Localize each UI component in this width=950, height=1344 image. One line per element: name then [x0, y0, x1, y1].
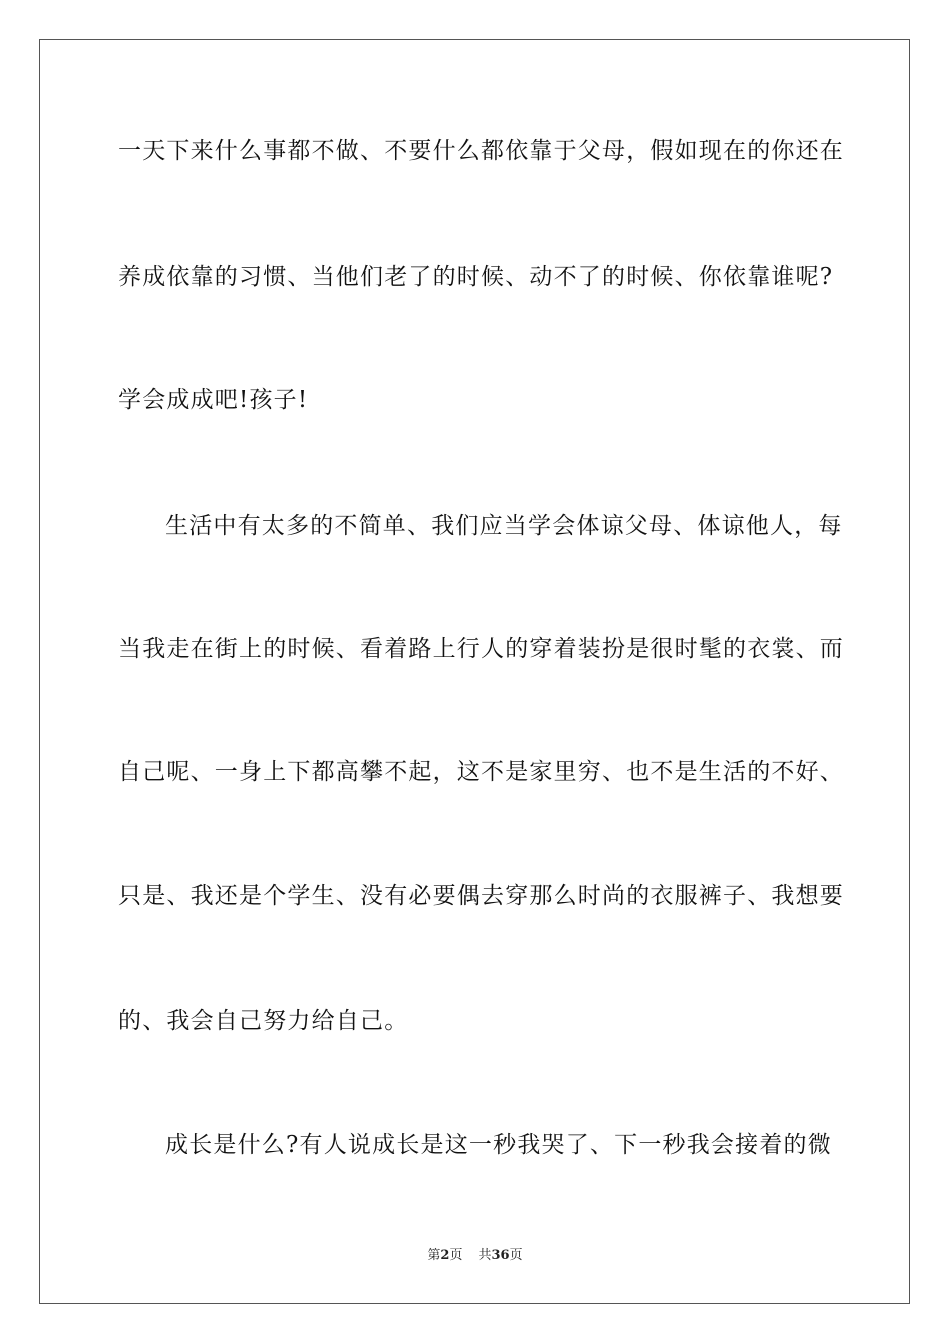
page-suffix: 页: [449, 1248, 463, 1263]
page-border: [39, 39, 910, 1304]
page-footer: [0, 1247, 950, 1265]
text-line: 只是、我还是个学生、没有必要偶去穿那么时尚的衣服裤子、我想要: [118, 883, 844, 909]
text-line: 成长是什么?有人说成长是这一秒我哭了、下一秒我会接着的微: [165, 1132, 832, 1158]
text-line: 当我走在街上的时候、看着路上行人的穿着装扮是很时髦的衣裳、而: [118, 636, 844, 662]
text-line: 自己呢、一身上下都高攀不起，这不是家里穷、也不是生活的不好、: [118, 759, 844, 785]
total-suffix: 页: [509, 1248, 523, 1263]
page-number: 2: [440, 1248, 450, 1263]
page-prefix: 第: [427, 1248, 441, 1263]
text-line: 生活中有太多的不简单、我们应当学会体谅父母、体谅他人，每: [165, 513, 843, 539]
text-line: 一天下来什么事都不做、不要什么都依靠于父母，假如现在的你还在: [118, 138, 844, 164]
total-prefix: 共: [478, 1248, 492, 1263]
text-line: 学会成成吧!孩子!: [118, 387, 309, 413]
total-pages: 36: [491, 1248, 510, 1263]
text-line: 的、我会自己努力给自己。: [118, 1008, 409, 1034]
text-line: 养成依靠的习惯、当他们老了的时候、动不了的时候、你依靠谁呢?: [118, 264, 834, 290]
